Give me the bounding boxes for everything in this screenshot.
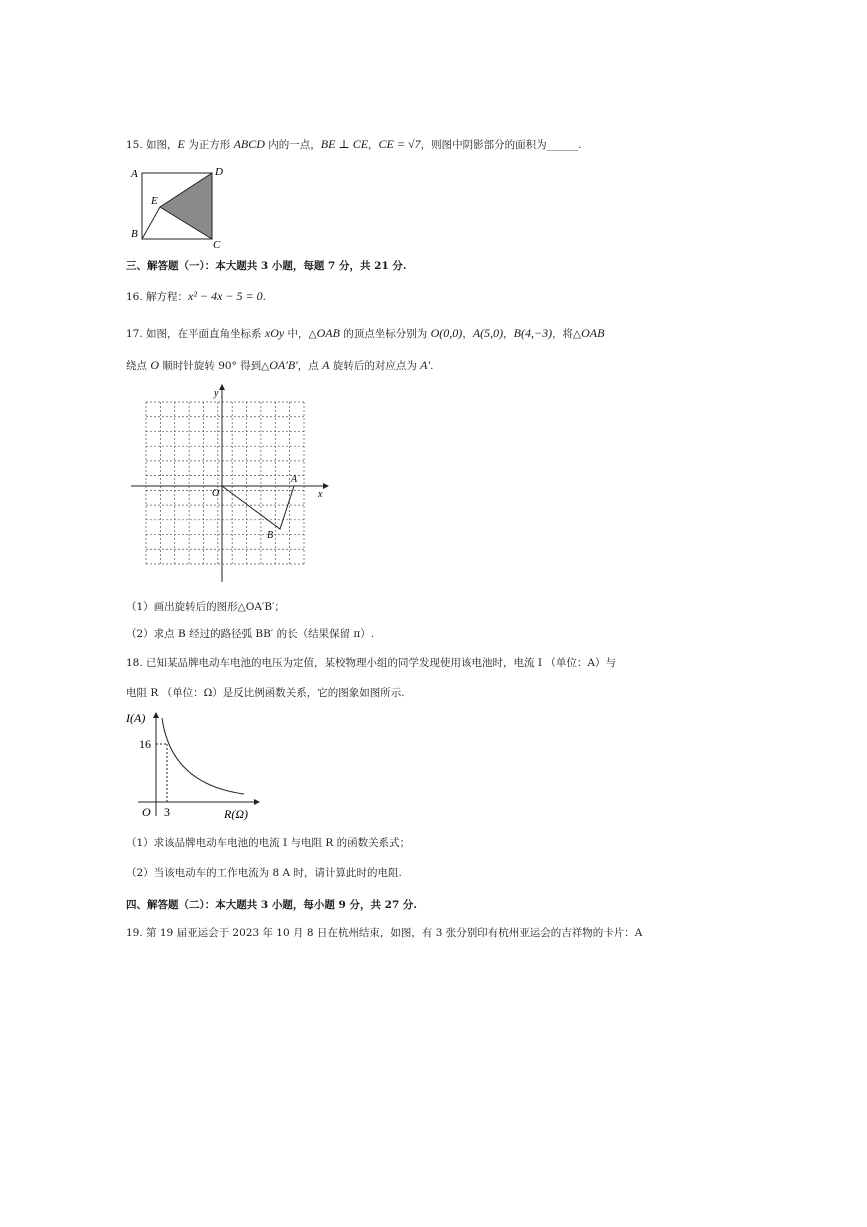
label-C: C (213, 239, 221, 251)
x-axis-arrow (254, 799, 260, 805)
inverse-curve (162, 718, 244, 794)
grid-lines (146, 402, 304, 564)
label-B: B (131, 228, 138, 240)
q17-line2: 绕点 O 顺时针旋转 90° 得到△OA′B′，点 A 旋转后的对应点为 A′. (126, 358, 434, 372)
q16-text: 16. 解方程：x² − 4x − 5 = 0. (126, 289, 266, 303)
triangle-OAB (222, 486, 294, 529)
coordinate-grid-figure (126, 382, 336, 587)
label-O: O (212, 488, 220, 499)
y-axis-arrow (219, 384, 225, 390)
section-4-heading: 四、解答题（二）：本大题共 3 小题，每小题 9 分，共 27 分. (126, 899, 418, 911)
label-A: A (291, 474, 298, 485)
section-3-heading: 三、解答题（一）：本大题共 3 小题，每题 7 分，共 21 分. (126, 260, 407, 272)
q15-text: 15. 如图，E 为正方形 ABCD 内的一点，BE ⊥ CE，CE = √7，则图中阴影部分的面积为______. (126, 137, 582, 151)
q18-sub1: （1）求该品牌电动车电池的电流 I 与电阻 R 的函数关系式； (126, 837, 411, 849)
q18-line1: 18. 已知某品牌电动车电池的电压为定值，某校物理小组的同学发现使用该电池时，电流 I （单位：A）与 (126, 657, 616, 669)
q18-line2: 电阻 R （单位：Ω）是反比例函数关系，它的图象如图所示. (126, 687, 405, 699)
label-3: 3 (164, 805, 170, 819)
q18-sub2: （2）当该电动车的工作电流为 8 A 时，请计算此时的电阻. (126, 867, 402, 879)
q19-text: 19. 第 19 届亚运会于 2023 年 10 月 8 日在杭州结束，如图，有 3 张分别印有杭州亚运会的吉祥物的卡片：A (126, 927, 643, 939)
inverse-proportion-graph (126, 706, 266, 824)
label-x: x (318, 489, 323, 500)
label-B: B (267, 530, 274, 541)
y-axis-arrow (153, 712, 159, 718)
label-I: I(A) (126, 711, 146, 725)
q17-sub1: （1）画出旋转后的图形△OA′B′； (126, 601, 285, 613)
label-16: 16 (139, 737, 151, 751)
x-axis-arrow (323, 483, 329, 489)
label-E: E (151, 195, 158, 207)
q17-line1: 17. 如图，在平面直角坐标系 xOy 中，△OAB 的顶点坐标分别为 O(0,0)，A(5,0)，B(4,−3)，将△OAB (126, 326, 605, 340)
label-O: O (142, 805, 151, 819)
q17-sub2: （2）求点 B 经过的路径弧 BB′ 的长（结果保留 π）. (126, 628, 375, 640)
label-D: D (215, 166, 223, 178)
shaded-triangle (160, 173, 212, 239)
label-y: y (214, 388, 219, 399)
label-R: R(Ω) (224, 807, 248, 821)
square-shaded-figure (128, 163, 228, 251)
label-A: A (131, 168, 138, 180)
